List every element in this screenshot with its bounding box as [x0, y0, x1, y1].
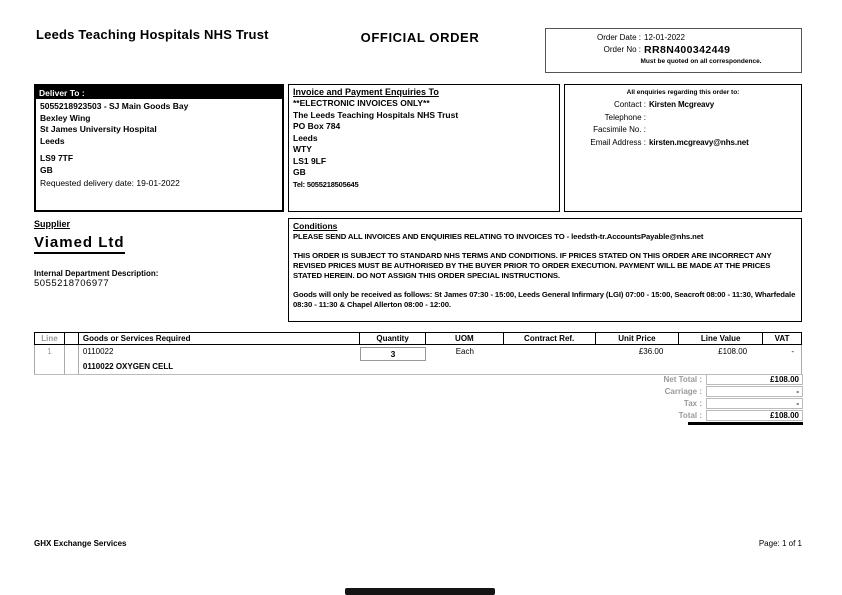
line-value: £108.00 [718, 347, 748, 356]
requested-delivery-date: Requested delivery date: 19-01-2022 [40, 178, 180, 188]
order-lines-table [34, 332, 802, 375]
total-value: £108.00 [706, 410, 803, 421]
contract-ref-value [504, 345, 596, 374]
deliver-address-line: St James University Hospital [40, 124, 157, 134]
table-header-line: Line [35, 333, 65, 344]
goods-cell [79, 345, 360, 374]
tax-value: - [706, 398, 803, 409]
table-header-contract-ref: Contract Ref. [504, 333, 596, 344]
net-total-label: Net Total : [663, 375, 702, 384]
totals-section [600, 374, 803, 425]
contact-value: Kirsten Mcgreavy [649, 100, 715, 109]
invoice-telephone: Tel: 5055218505645 [293, 179, 359, 189]
enquiries-panel [564, 84, 802, 212]
invoice-enquiries-box [288, 84, 560, 212]
invoice-address-line: The Leeds Teaching Hospitals NHS Trust [293, 109, 459, 120]
uom-value: Each [455, 347, 474, 356]
item-description: 0110022 OXYGEN CELL [82, 362, 174, 371]
carriage-label: Carriage : [664, 387, 702, 396]
order-number-value: RR8N400342449 [644, 44, 731, 56]
tax-label: Tax : [683, 399, 702, 408]
quantity-cell [360, 345, 426, 374]
vat-value: - [791, 347, 795, 356]
facsimile-label: Facsimile No. : [593, 125, 646, 134]
table-header-spacer [65, 333, 79, 344]
conditions-heading: Conditions [293, 221, 338, 231]
invoice-address-line: Leeds [293, 132, 318, 143]
deliver-to-box [34, 84, 284, 212]
line-spacer-cell [65, 345, 79, 374]
deliver-address-line: Bexley Wing [40, 112, 91, 123]
invoice-address-line: **ELECTRONIC INVOICES ONLY** [293, 98, 430, 108]
contact-label: Contact : [613, 100, 646, 109]
invoice-enquiries-heading: Invoice and Payment Enquiries To [293, 87, 439, 97]
invoice-address-line: WTY [293, 144, 312, 154]
invoice-address-line: LS1 9LF [293, 155, 327, 166]
table-header-uom: UOM [426, 333, 504, 344]
quantity-value: 3 [360, 347, 426, 361]
telephone-value [649, 113, 801, 122]
order-date-value: 12-01-2022 [644, 33, 685, 42]
invoice-address-line: PO Box 784 [293, 121, 341, 131]
order-note: Must be quoted on all correspondence. [640, 58, 762, 65]
deliver-to-heading: Deliver To : [36, 86, 282, 99]
email-value: kirsten.mcgreavy@nhs.net [649, 137, 749, 147]
supplier-name: Viamed Ltd [34, 234, 125, 254]
facsimile-value [649, 125, 801, 134]
carriage-value: - [706, 386, 803, 397]
line-number: 1 [35, 345, 65, 374]
footer-service-name: GHX Exchange Services [34, 539, 127, 548]
enquiries-heading: All enquiries regarding this order to: [626, 89, 740, 96]
table-header-line-value: Line Value [679, 333, 763, 344]
deliver-address-line: 5055218923503 - SJ Main Goods Bay [40, 101, 189, 111]
internal-dept-value: 5055218706977 [34, 278, 110, 289]
order-number-label: Order No : [603, 45, 641, 54]
table-header-row [34, 332, 802, 345]
email-label: Email Address : [590, 137, 646, 147]
telephone-label: Telephone : [604, 112, 646, 122]
order-date-label: Order Date : [596, 33, 641, 42]
trust-name: Leeds Teaching Hospitals NHS Trust [36, 27, 269, 42]
item-code: 0110022 [82, 347, 114, 356]
deliver-country: GB [40, 164, 53, 175]
deliver-address-line: Leeds [40, 135, 65, 146]
conditions-box [288, 218, 802, 322]
supplier-section [34, 219, 284, 289]
bottom-ui-strip [345, 588, 495, 595]
total-label: Total : [678, 411, 702, 420]
table-row [34, 345, 802, 375]
unit-price-value: £36.00 [638, 347, 664, 356]
conditions-paragraph: PLEASE SEND ALL INVOICES AND ENQUIRIES RELATING TO INVOICES TO - leedsth-tr.AccountsPayable@nhs.net [293, 232, 704, 241]
internal-dept-label: Internal Department Description: [34, 269, 159, 278]
order-reference-box [545, 28, 802, 73]
page-number: Page: 1 of 1 [758, 539, 802, 548]
total-rule [688, 422, 803, 425]
table-header-vat: VAT [774, 334, 790, 343]
conditions-paragraph: THIS ORDER IS SUBJECT TO STANDARD NHS TERMS AND CONDITIONS. IF PRICES STATED ON THIS ORDER ARE INCORRECT ANY REVISED PRICES MUST BE AUTHORISED BY THE BUYER PRIOR TO ORDER EXECUTION. PAYMENT WILL BE MADE AT THE PRICES STATED HEREIN. DO NOT ASSIGN THIS ORDER SPECIAL INSTRUCTIONS. [293, 251, 772, 280]
document-title: OFFICIAL ORDER [360, 30, 480, 45]
net-total-value: £108.00 [706, 374, 803, 385]
table-header-unit-price: Unit Price [596, 333, 680, 344]
supplier-heading: Supplier [34, 219, 71, 229]
deliver-postcode: LS9 7TF [40, 153, 74, 163]
invoice-address-line: GB [293, 167, 306, 177]
conditions-paragraph: Goods will only be received as follows: St James 07:30 - 15:00, Leeds General Infirmary (LGI) 07:00 - 15:00, Seacroft 08:00 - 11:30, Wharfedale 08:30 - 11:30 & Chapel Allerton 08:00 - 12:00. [293, 290, 796, 309]
table-header-goods: Goods or Services Required [79, 333, 360, 344]
table-header-quantity: Quantity [360, 333, 426, 344]
